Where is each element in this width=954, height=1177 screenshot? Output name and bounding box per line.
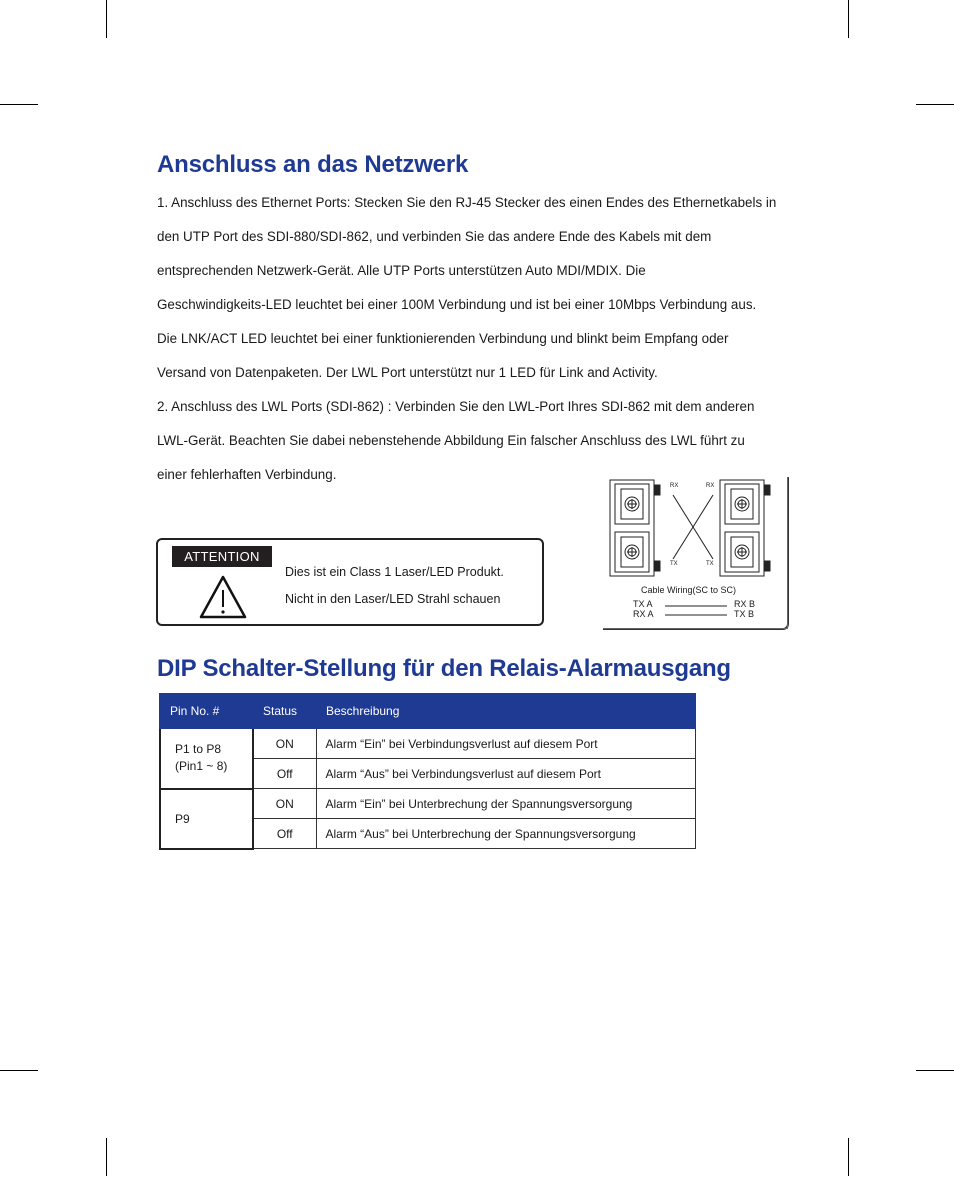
status-cell: Off [253,819,316,849]
dip-switch-table [159,693,696,850]
pin-sublabel: (Pin1 ~ 8) [175,759,228,774]
cable-caption: Cable Wiring(SC to SC) [641,585,737,595]
text-line: den UTP Port des SDI-880/SDI-862, und verbinden Sie das andere Ende des Kabels mit dem [157,229,712,244]
crop-mark [0,1070,38,1071]
text-line: entsprechenden Netzwerk-Gerät. Alle UTP Ports unterstützen Auto MDI/MDIX. Die [157,263,646,278]
cable-row1-left: TX A [633,599,653,609]
description-cell: Alarm “Aus” bei Verbindungsverlust auf diesem Port [316,759,695,789]
crop-mark [848,1138,849,1176]
tx-label-left: TX [670,561,678,567]
col-header-status: Status [253,694,316,728]
rx-label-right: RX [706,483,715,489]
status-cell: Off [253,759,316,789]
cable-row1-right: RX B [734,599,756,609]
warning-triangle-icon [198,574,248,620]
cable-wiring-diagram [603,477,789,630]
col-header-pin: Pin No. # [160,694,253,728]
table-header-row [160,694,695,728]
text-line: einer fehlerhaften Verbindung. [157,467,337,482]
network-instructions [157,186,807,492]
crop-mark [848,0,849,38]
description-cell: Alarm “Ein” bei Unterbrechung der Spannungsversorgung [316,789,695,819]
section-heading-network: Anschluss an das Netzwerk [157,151,469,178]
cable-row2-left: RX A [633,609,654,619]
section-heading-dip: DIP Schalter-Stellung für den Relais-Alarmausgang [157,655,731,682]
attention-text-line2: Nicht in den Laser/LED Strahl schauen [285,592,501,606]
rx-label-left: RX [670,483,679,489]
sc-connector-diagram [603,477,789,630]
text-line: Versand von Datenpaketen. Der LWL Port unterstützt nur 1 LED für Link and Activity. [157,365,658,380]
pin-cell [160,728,253,789]
description-cell: Alarm “Aus” bei Unterbrechung der Spannungsversorgung [316,819,695,849]
text-line: Die LNK/ACT LED leuchtet bei einer funktionierenden Verbindung und blinkt beim Empfang oder [157,331,729,346]
crop-mark [106,0,107,38]
status-cell: ON [253,789,316,819]
tx-label-right: TX [706,561,714,567]
crop-mark [916,104,954,105]
cable-row2-right: TX B [734,609,755,619]
description-cell: Alarm “Ein” bei Verbindungsverlust auf diesem Port [316,728,695,759]
text-line: Geschwindigkeits-LED leuchtet bei einer 100M Verbindung und ist bei einer 10Mbps Verbindung aus. [157,297,757,312]
crop-mark [106,1138,107,1176]
crop-mark [0,104,38,105]
status-cell: ON [253,728,316,759]
text-line: 2. Anschluss des LWL Ports (SDI-862) : Verbinden Sie den LWL-Port Ihres SDI-862 mit dem anderen [157,399,755,414]
text-line: LWL-Gerät. Beachten Sie dabei nebenstehende Abbildung Ein falscher Anschluss des LWL führt zu [157,433,745,448]
pin-cell: P9 [160,789,253,849]
text-line: 1. Anschluss des Ethernet Ports: Stecken Sie den RJ-45 Stecker des einen Endes des Ethernetkabels in [157,195,777,210]
table-row [160,789,695,819]
pin-label: P1 to P8 [175,742,222,757]
crop-mark [916,1070,954,1071]
attention-text-line1: Dies ist ein Class 1 Laser/LED Produkt. [285,565,504,579]
table-row [160,728,695,759]
attention-box [156,538,544,626]
attention-label: ATTENTION [172,546,272,567]
col-header-description: Beschreibung [316,694,695,728]
